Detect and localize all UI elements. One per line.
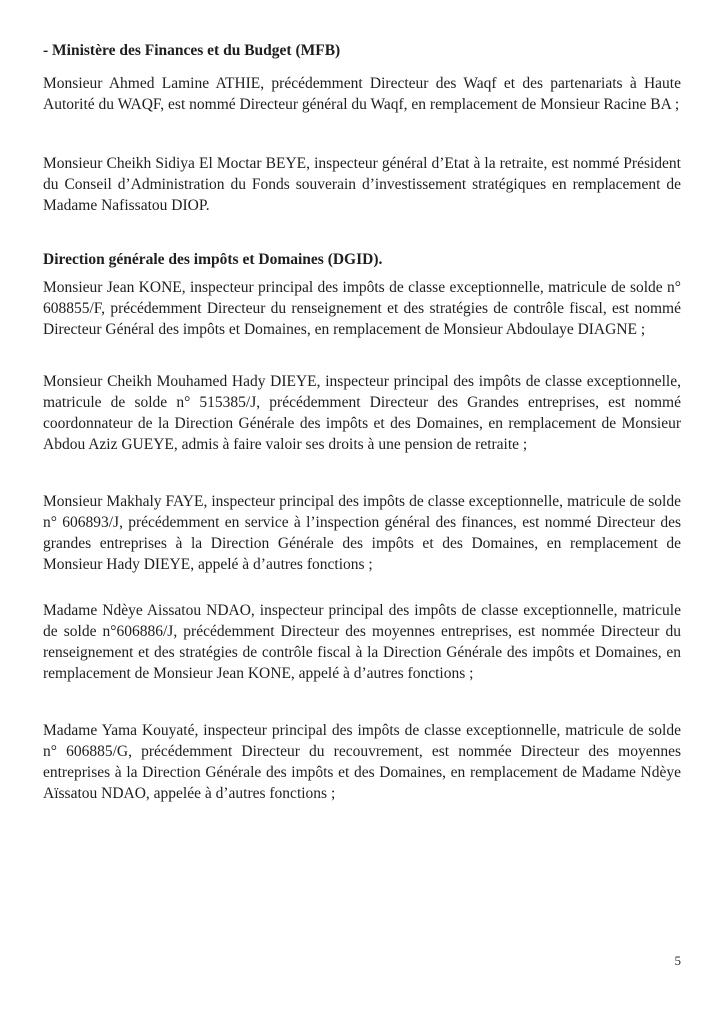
paragraph-appointment-kouyate: Madame Yama Kouyaté, inspecteur principal des impôts de classe exceptionnelle, matricule de solde n° 606885/G, précédemment Directeur du recouvrement, est nommée Directeur des moyennes entreprises à la Direction Générale des impôts et des Domaines, en remplacement de Madame Ndèye Aïssatou NDAO, appelée à d’autres fonctions ; (43, 722, 681, 802)
paragraph-appointment-kone: Monsieur Jean KONE, inspecteur principal des impôts de classe exceptionnelle, matricule de solde n° 608855/F, précédemment Directeur du renseignement et des stratégies de contrôle fiscal, est nommé Directeur Général des impôts et Domaines, en remplacement de Monsieur Abdoulaye DIAGNE ; (43, 279, 681, 338)
paragraph-appointment-ndao: Madame Ndèye Aissatou NDAO, inspecteur principal des impôts de classe exceptionnelle, matricule de solde n°606886/J, précédemment Directeur des moyennes entreprises, est nommée Directeur du renseignement et des stratégies de contrôle fiscal à la Direction Générale des impôts et Domaines, en remplacement de Monsieur Jean KONE, appelé à d’autres fonctions ; (43, 602, 681, 682)
paragraph-appointment-faye: Monsieur Makhaly FAYE, inspecteur principal des impôts de classe exceptionnelle, matricule de solde n° 606893/J, précédemment en service à l’inspection général des finances, est nommé Directeur des grandes entreprises à la Direction Générale des impôts et des Domaines, en remplacement de Monsieur Hady DIEYE, appelé à d’autres fonctions ; (43, 493, 681, 573)
paragraph-appointment-beye: Monsieur Cheikh Sidiya El Moctar BEYE, inspecteur général d’Etat à la retraite, est nommé Président du Conseil d’Administration du Fonds souverain d’investissement stratégiques en remplacement de Madame Nafissatou DIOP. (43, 155, 681, 214)
section-heading-dgid: Direction générale des impôts et Domaines (DGID). (43, 251, 383, 268)
section-heading-mfb: - Ministère des Finances et du Budget (MFB) (43, 42, 341, 59)
page-number: 5 (674, 953, 681, 968)
paragraph-appointment-dieye: Monsieur Cheikh Mouhamed Hady DIEYE, inspecteur principal des impôts de classe exceptionnelle, matricule de solde n° 515385/J, précédemment Directeur des Grandes entreprises, est nommé coordonnateur de la Direction Générale des impôts et des Domaines, en remplacement de Monsieur Abdou Aziz GUEYE, admis à faire valoir ses droits à une pension de retraite ; (43, 373, 681, 453)
paragraph-appointment-athie: Monsieur Ahmed Lamine ATHIE, précédemment Directeur des Waqf et des partenariats à Haute Autorité du WAQF, est nommé Directeur général du Waqf, en remplacement de Monsieur Racine BA ; (43, 75, 681, 113)
